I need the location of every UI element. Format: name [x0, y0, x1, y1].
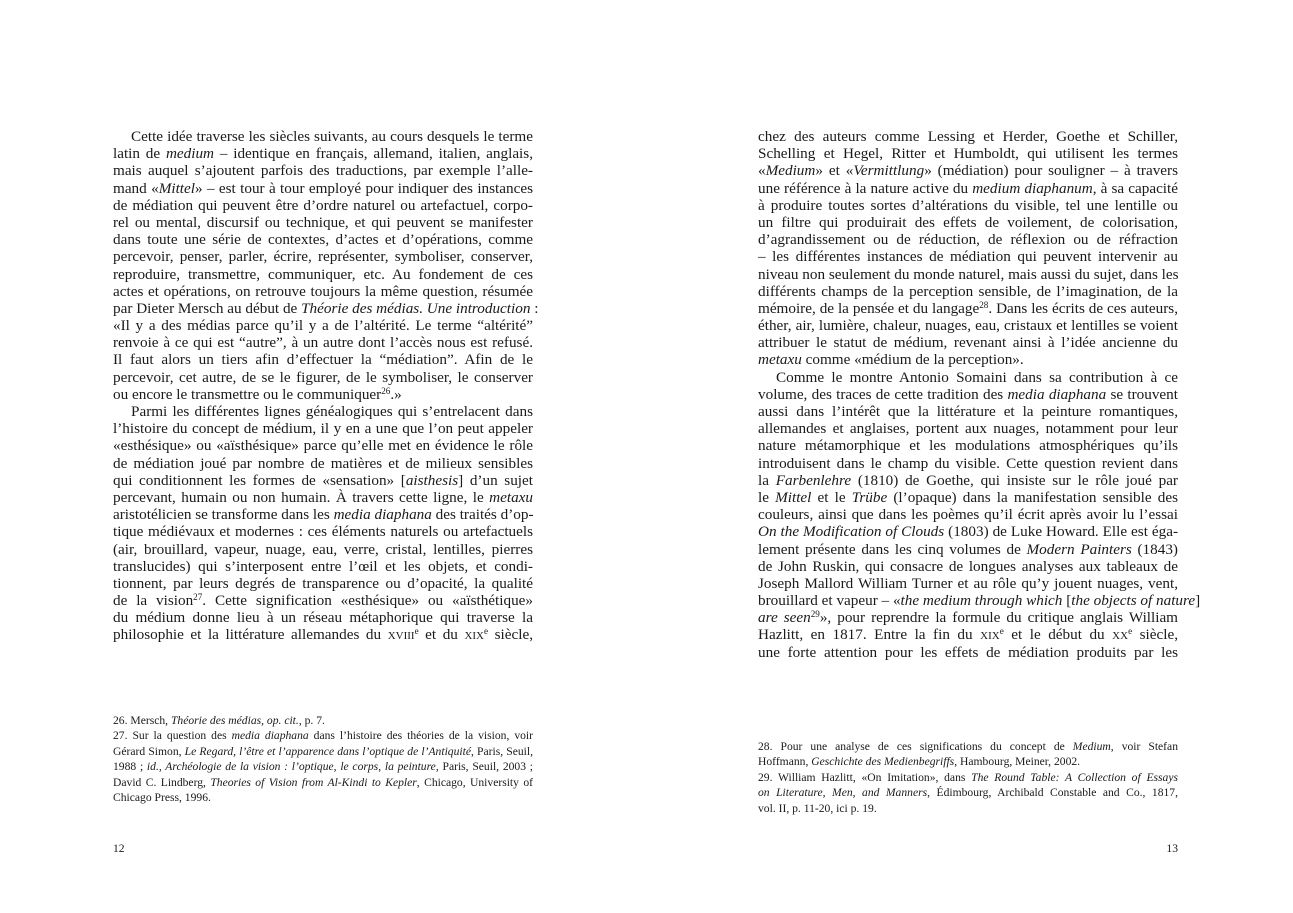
text-line: [758, 248, 1178, 265]
text-line: [758, 214, 1178, 231]
text-segment: [: [1062, 592, 1072, 610]
text-segment: Cette idée traverse les siècles suivants, au cours desquels le terme: [131, 128, 533, 145]
text-line: [113, 283, 533, 300]
italic-text: Theories of Vision from Al-Kindi to Kepler: [210, 775, 417, 789]
text-segment: lement présente dans les cinq volumes de: [758, 540, 1027, 558]
text-line: [113, 317, 533, 334]
text-line: [758, 770, 1178, 785]
text-line: [758, 754, 1178, 769]
text-segment: différents champs de la perception sensible, de l’imagination, de la: [758, 282, 1178, 300]
text-line: [113, 558, 533, 575]
text-segment: attribuer le statut de médium, revenant ainsi à l’idée ancienne du: [758, 334, 1178, 352]
text-segment: «esthésique» ou «aïsthésique» parce qu’elle met en évidence le rôle: [113, 437, 533, 455]
paragraph: [758, 368, 1201, 661]
text-segment: le: [758, 488, 776, 506]
text-segment: Hazlitt, en 1817. Entre la fin du: [758, 626, 981, 644]
italic-text: Modern Painters: [1026, 540, 1132, 558]
paragraph: [113, 403, 533, 644]
text-segment: aussi dans l’intérêt que la littérature et la peinture romantiques,: [758, 403, 1178, 420]
text-line: [113, 626, 533, 643]
text-line: [758, 455, 1178, 472]
text-segment: siècle,: [1132, 626, 1178, 644]
text-line: [758, 266, 1178, 283]
text-line: [758, 739, 1178, 754]
text-segment: (l’opaque) dans la manifestation sensible des: [887, 488, 1178, 506]
text-segment: la: [758, 471, 776, 489]
superscript: e: [1128, 626, 1133, 637]
text-segment: actes et opérations, on retrouve toujours la même question, résumée: [113, 282, 533, 300]
small-caps-text: xviii: [387, 626, 415, 644]
text-segment: 27. Sur la question des: [113, 729, 232, 743]
text-segment: 1988 ;: [113, 760, 147, 774]
italic-text: on Literature, Men, and Manners: [758, 786, 928, 800]
text-segment: introduisent dans le champ du visible. Cette question revient dans: [758, 454, 1178, 472]
footnotes: [758, 739, 1178, 816]
text-line: [758, 785, 1178, 800]
footnote: [113, 713, 533, 728]
text-line: [113, 214, 533, 231]
text-segment: chez des auteurs comme Lessing et Herder, Goethe et Schiller,: [758, 128, 1178, 145]
text-segment: «Il y a des médias parce qu’il y a de l’altérité. Le terme “altérité”: [113, 317, 533, 335]
text-line: [758, 369, 1178, 386]
text-segment: latin de: [113, 145, 166, 163]
text-segment: l’histoire du concept de médium, il y en a une que l’on peut appeler: [113, 420, 533, 438]
text-segment: du médium donne lieu à un réseau métaphorique qui traverse la: [113, 609, 533, 627]
text-line: [758, 334, 1178, 351]
text-line: [758, 145, 1178, 162]
text-segment: mand «: [113, 179, 159, 197]
left-page: [0, 0, 646, 913]
text-segment: des traités d’op-: [431, 506, 534, 524]
text-line: [113, 506, 533, 523]
text-segment: » (médiation) pour souligner – à travers: [924, 162, 1178, 180]
text-segment: . Cette signification «esthésique» ou «aïsthétique»: [202, 592, 534, 610]
text-segment: renvoie à ce qui est “autre”, à un autre dont l’accès nous est refusé.: [113, 334, 533, 352]
small-caps-text: xx: [1112, 626, 1129, 644]
italic-text: Trübe: [851, 488, 888, 506]
paragraph: [758, 128, 1178, 369]
superscript: e: [484, 626, 489, 637]
italic-text: Geschichte des Medienbegriffs: [811, 755, 955, 769]
italic-text: media diaphana: [1007, 385, 1107, 403]
text-line: [113, 231, 533, 248]
text-segment: se trouvent: [1106, 385, 1178, 403]
text-segment: Gérard Simon,: [113, 744, 185, 758]
italic-text: media diaphana: [231, 729, 309, 743]
italic-text: Mittel: [158, 179, 195, 197]
text-line: [113, 128, 533, 145]
text-line: [758, 489, 1178, 506]
text-segment: reproduire, transmettre, communiquer, etc. Au fondement de ces: [113, 265, 533, 283]
footnote: [758, 770, 1178, 816]
italic-text: medium: [165, 145, 215, 163]
text-segment: philosophie et la littérature allemandes du: [113, 626, 388, 644]
text-segment: – identique en français, allemand, italien, anglais,: [214, 145, 533, 163]
footnote: [758, 739, 1178, 770]
text-segment: (1803) de Luke Howard. Elle est éga-: [944, 523, 1178, 541]
text-segment: , Chicago, University of: [416, 775, 533, 789]
text-line: [113, 299, 539, 317]
text-segment: vol. II, p. 11-20, ici p. 19.: [758, 801, 877, 815]
text-segment: 26. Mersch,: [113, 714, 171, 727]
italic-text: Vermittlung: [853, 162, 925, 180]
text-segment: niveau non seulement du monde naturel, mais aussi du sujet, dans les: [758, 265, 1179, 283]
text-segment: :: [530, 299, 539, 317]
text-line: [758, 609, 1178, 626]
text-segment: 29. William Hazlitt, «On Imitation», dans: [758, 770, 972, 784]
text-segment: (1810) de Goethe, qui insiste sur le rôle joué par: [851, 471, 1178, 489]
text-segment: couleurs, ainsi que dans les poèmes qu’il écrit après avoir lu l’essai: [758, 506, 1178, 524]
text-segment: ou encore le transmettre ou le communiquer: [113, 385, 382, 403]
text-line: [113, 489, 533, 506]
text-line: [113, 145, 533, 162]
text-line: [113, 523, 533, 540]
italic-text: Mittel: [775, 488, 812, 506]
text-segment: (air, brouillard, vapeur, nuage, eau, verre, cristal, lentilles, pierres: [113, 540, 533, 558]
text-segment: de médiation qui peuvent être d’ordre naturel ou artefactuel, corpo-: [113, 196, 533, 214]
superscript: 26: [381, 385, 391, 396]
text-line: [113, 609, 533, 626]
text-segment: Schelling et Hegel, Ritter et Humboldt, qui utilisent les termes: [758, 145, 1178, 163]
text-segment: tionnent, par leurs degrés de transparence ou d’opacité, la qualité: [113, 574, 533, 592]
text-segment: volume, des traces de cette tradition des: [758, 385, 1008, 403]
text-segment: , Hambourg, Meiner, 2002.: [954, 755, 1081, 769]
text-segment: mémoire, de la pensée et du langage: [758, 299, 980, 317]
text-segment: Comme le montre Antonio Somaini dans sa contribution à ce: [776, 368, 1178, 386]
text-line: [113, 266, 533, 283]
text-line: [113, 369, 533, 386]
text-segment: David C. Lindberg,: [113, 775, 211, 789]
right-page: chez des auteurs comme Lessing et Herder, Goethe et Schiller, Schelling et Hegel, Ritter et Humboldt, qui utilisent les termes «Medium» et «Vermittlung» (médiation) pour souligner – à travers une référence à la nature active du medium diaphanum, à sa capacité à produire toutes sortes d’altérations du visible, tel une lentille ou un filtre qui produirait des effets de voilement, de colorisation, d’agrandissement ou de réduction, de réflexion ou de réfraction – les différentes instances de médiation qui peuvent intervenir au niveau non seulement du monde naturel, mais aussi du sujet, dans les différents champs de la perception sensible, de l’imagination, de la mémoire, de la pensée et du langage$^{28}$. Dans les écrits de ces auteurs, éther, air, lumière, chaleur, nuages, eau, cristaux et lentilles se voient attribuer le statut de médium, revenant ainsi à l’idée ancienne du metaxu comme «médium de la perception». Comme le montre Antonio Somaini dans sa contribution à ce volume, des traces de cette tradition des media diaphana se trouvent aussi dans l’intérêt que la littérature et la peinture romantiques, allemandes et anglaises, portent aux nuages, notamment pour leur nature métamorphique et les modulations atmosphériques qu’ils introduisent dans le champ du visible. Cette question revient dans la Farbenlehre (1810) de Goethe, qui insiste sur le rôle joué par le Mittel et le Trübe (l’opaque) dans la manifestation sensible des couleurs, ainsi que dans les poèmes qu’il écrit après avoir lu l’essai On the Modification of Clouds (1803) de Luke Howard. Elle est éga- lement présente dans les cinq volumes de Modern Painters (1843) de John Ruskin, qui consacre de longues analyses aux tableaux de Joseph Mallord William Turner et au rôle qu’y jouent nuages, vent, brouillard et vapeur – «the medium through which [the objects of nature] are seen$^{29}$», pour reprendre la formule du critique anglais William Hazlitt, en 1817. Entre la fin du xix$^e$ et le début du $xx^e$ siècle, une forte attention pour les effets de médiation produits par les 28. Pour une analyse de ces significations du concept de Medium, voir Stefan Hoffmann, Geschichte des Medienbegriffs, Hambourg, Meiner, 2002. 29. William Hazlitt, «On Imitation», dans The Round Table: A Collection of Essays on Literature, Men, and Manners, Édimbourg, Archibald Constable and Co., 1817, vol. II, p. 11-20, ici p. 19. 13: [758, 128, 1201, 855]
text-line: [758, 644, 1178, 661]
page-number: 12: [113, 842, 125, 855]
text-line: [113, 728, 533, 743]
text-segment: , voir Stefan: [1110, 740, 1178, 753]
text-line: [113, 472, 533, 489]
text-line: [113, 759, 533, 774]
text-segment: Joseph Mallord William Turner et au rôle qu’y jouent nuages, vent,: [758, 574, 1178, 592]
text-line: [758, 403, 1178, 420]
italic-text: id., Archéologie de la vision : l’optique, le corps, la peinture: [146, 760, 436, 774]
text-segment: – les différentes instances de médiation qui peuvent intervenir au: [758, 248, 1178, 266]
text-segment: percevoir, cet autre, de se le figurer, de le symboliser, le conserver: [113, 368, 533, 386]
text-segment: , p. 7.: [298, 714, 325, 727]
text-line: [113, 575, 533, 592]
text-segment: et le: [811, 488, 852, 506]
italic-text: the objects of nature: [1071, 592, 1196, 610]
text-segment: de John Ruskin, qui consacre de longues analyses aux tableaux de: [758, 557, 1178, 575]
text-line: [758, 386, 1178, 403]
italic-text: Farbenlehre: [775, 471, 852, 489]
text-segment: , Paris, Seuil, 2003 ;: [435, 760, 533, 774]
text-line: [758, 300, 1178, 317]
italic-text: are seen: [758, 609, 811, 627]
text-segment: (1843): [1131, 540, 1178, 558]
text-segment: .»: [390, 385, 402, 403]
text-line: [113, 351, 533, 368]
text-segment: nature métamorphique et les modulations atmosphériques qu’ils: [758, 437, 1178, 455]
text-line: [758, 437, 1178, 454]
text-line: [758, 420, 1178, 437]
text-line: [113, 248, 533, 265]
italic-text: Théorie des médias, op. cit.: [170, 714, 299, 727]
text-segment: , Paris, Seuil,: [470, 744, 533, 758]
text-line: [113, 541, 533, 558]
text-segment: qui conditionnent les formes de «sensation» [: [113, 471, 406, 489]
text-line: [113, 162, 533, 179]
text-line: [113, 197, 533, 214]
text-line: [113, 420, 533, 437]
text-line: [113, 455, 533, 472]
text-segment: un filtre qui produirait des effets de voilement, de colorisation,: [758, 213, 1178, 231]
text-line: [758, 541, 1178, 558]
text-line: [758, 592, 1201, 610]
footnote: [113, 728, 533, 805]
text-line: [113, 775, 533, 790]
superscript: 29: [810, 609, 820, 620]
italic-text: aisthesis: [405, 471, 459, 489]
text-segment: percevoir, penser, parler, écrire, représenter, symboliser, conserver,: [113, 248, 533, 266]
italic-text: Le Regard, l’être et l’apparence dans l’optique de l’Antiquité: [184, 744, 471, 758]
small-caps-text: xix: [464, 626, 485, 644]
text-segment: » – est tour à tour employé pour indiquer des instances: [194, 179, 533, 197]
text-line: [113, 403, 533, 420]
text-line: [758, 351, 1178, 368]
footnotes: [113, 713, 533, 805]
text-line: [113, 334, 533, 351]
text-segment: brouillard et vapeur – «: [758, 592, 901, 610]
text-segment: «: [758, 162, 766, 180]
text-segment: de la vision: [113, 592, 194, 610]
text-segment: une référence à la nature active du: [758, 179, 973, 197]
text-line: [758, 231, 1178, 248]
text-segment: », pour reprendre la formule du critique anglais William: [819, 609, 1178, 627]
text-segment: dans l’histoire des théories de la vision, voir: [308, 729, 533, 743]
text-segment: Chicago Press, 1996.: [113, 790, 211, 804]
text-segment: aristotélicien se transforme dans les: [113, 506, 334, 524]
text-line: [113, 386, 533, 403]
text-line: [758, 128, 1178, 145]
text-line: [758, 506, 1178, 523]
text-segment: une forte attention pour les effets de médiation produits par les: [758, 643, 1178, 661]
text-segment: ] d’un sujet: [458, 471, 533, 489]
italic-text: Medium: [765, 162, 816, 180]
text-line: [113, 744, 533, 759]
text-line: [758, 558, 1178, 575]
text-segment: comme «médium de la perception».: [801, 351, 1024, 369]
text-segment: percevant, humain ou non humain. À travers cette ligne, le: [113, 488, 490, 506]
text-line: [113, 592, 533, 609]
body-text: [758, 128, 1201, 661]
text-segment: Parmi les différentes lignes généalogiques qui s’entrelacent dans: [131, 403, 533, 420]
text-segment: par Dieter Mersch au début de: [113, 299, 302, 317]
text-line: [113, 180, 533, 197]
italic-text: The Round Table: A Collection of Essays: [971, 770, 1178, 784]
italic-text: metaxu: [489, 488, 533, 506]
text-segment: tique médiévaux et modernes : ces éléments naturels ou artefactuels: [113, 523, 533, 541]
text-line: [758, 801, 1178, 816]
text-segment: translucides) qui s’interposent entre l’œil et les objets, et condi-: [113, 557, 533, 575]
text-segment: allemandes et anglaises, portent aux nuages, notamment pour leur: [758, 420, 1178, 438]
text-segment: éther, air, lumière, chaleur, nuages, eau, cristaux et lentilles se voient: [758, 317, 1178, 335]
text-segment: ]: [1195, 592, 1201, 610]
text-line: [758, 162, 1178, 179]
text-line: [758, 283, 1178, 300]
text-line: [758, 317, 1178, 334]
italic-text: Théorie des médias. Une introduction: [301, 299, 531, 317]
text-segment: 28. Pour une analyse de ces significations du concept de: [758, 740, 1073, 753]
text-segment: , à sa capacité: [1092, 179, 1178, 197]
text-segment: rel ou mental, discursif ou technique, et qui peuvent se manifester: [113, 213, 533, 231]
superscript: e: [414, 626, 419, 637]
italic-text: On the Modification of Clouds: [758, 523, 945, 541]
text-segment: dans toute une série de contextes, d’actes et d’opérations, comme: [113, 231, 533, 249]
italic-text: the medium through which: [900, 592, 1063, 610]
italic-text: medium diaphanum: [972, 179, 1093, 197]
text-line: [113, 713, 533, 728]
text-line: [758, 197, 1178, 214]
text-line: [758, 472, 1178, 489]
text-line: [758, 180, 1178, 197]
text-segment: d’agrandissement ou de réduction, de réflexion ou de réfraction: [758, 231, 1178, 249]
text-segment: Il faut alors un tiers afin d’effectuer la “médiation”. Afin de le: [113, 351, 533, 369]
text-line: [113, 437, 533, 454]
text-line: [758, 626, 1178, 643]
superscript: e: [999, 626, 1004, 637]
text-segment: Hoffmann,: [758, 755, 812, 769]
text-segment: à produire toutes sortes d’altérations du visible, tel une lentille ou: [758, 196, 1178, 214]
italic-text: Medium: [1072, 740, 1111, 753]
text-segment: . Dans les écrits de ces auteurs,: [988, 299, 1178, 317]
text-segment: siècle,: [488, 626, 533, 644]
text-line: [758, 523, 1178, 540]
paragraph: [113, 128, 539, 403]
italic-text: metaxu: [758, 351, 802, 369]
text-line: [113, 790, 533, 805]
body-text: [113, 128, 539, 644]
text-segment: de médiation joué par nombre de matières et de milieux sensibles: [113, 454, 533, 472]
superscript: 27: [193, 592, 203, 603]
small-caps-text: xix: [980, 626, 1000, 644]
text-segment: mais auquel s’ajoutent parfois des traductions, par exemple l’alle-: [113, 162, 533, 180]
text-line: [758, 575, 1178, 592]
text-segment: » et «: [815, 162, 854, 180]
text-segment: , Édimbourg, Archibald Constable and Co., 1817,: [927, 786, 1178, 800]
superscript: 28: [979, 299, 989, 310]
text-segment: et le début du: [1003, 626, 1113, 644]
text-segment: et du: [418, 626, 465, 644]
italic-text: media diaphana: [333, 506, 432, 524]
